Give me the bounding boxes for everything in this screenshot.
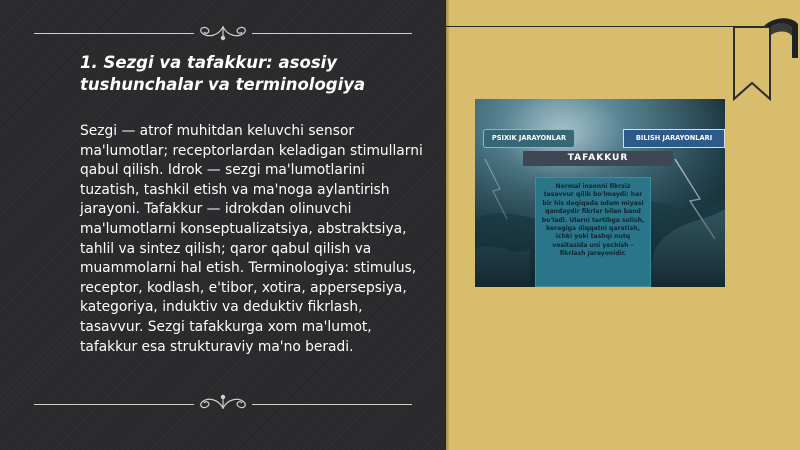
flourish-ornament-icon [194,393,252,411]
top-divider-right [252,33,412,34]
bookmark-ribbon-icon [731,27,773,101]
top-rule-line [446,26,766,27]
tafakkur-definition-box: Normal insonni fikrsiz tasavvur qilib bo'lmaydi: har bir his deqiqada odam miyasi qandaydir fikrlar bilan band bo'ladi. Ularni tartibga solish, keragiga diqqatni qaratish, ichki yoki tashqi nutq vositasida uni yechish – fikrlash jarayonidir. [535,177,651,287]
slide-body-text: Sezgi — atrof muhitdan keluvchi sensor ma'lumotlar; receptorlardan keladigan stimullarni qabul qilish. Idrok — sezgi ma'lumotlarini tuzatish, tashkil etish va ma'noga aylantirish jarayoni. Tafakkur — idrokdan olinuvchi ma'lumotlarni konseptualizatsiya, abstraktsiya, tahlil va sintez qilish; qaror qabul qilish va muammolarni hal etish. Terminologiya: stimulus, receptor, kodlash, e'tibor, xotira, appersepsiya, kategoriya, induktiv va deduktiv fikrlash, tasavvur. Sezgi tafakkurga xom ma'lumot, tafakkur esa strukturaviy ma'no beradi. [80,123,423,355]
top-divider-left [34,33,194,34]
bottom-divider-left [34,404,194,405]
flourish-ornament-icon [194,24,252,42]
slide-title: 1. Sezgi va tafakkur: asosiy tushunchalar va terminologiya [80,53,366,94]
bottom-divider-right [252,404,412,405]
psixik-jarayonlar-label: PSIXIK JARAYONLAR [483,129,575,148]
bilish-jarayonlari-label: BILISH JARAYONLARI [623,129,725,148]
slide-image [475,99,725,287]
tafakkur-label: TAFAKKUR [523,151,673,166]
